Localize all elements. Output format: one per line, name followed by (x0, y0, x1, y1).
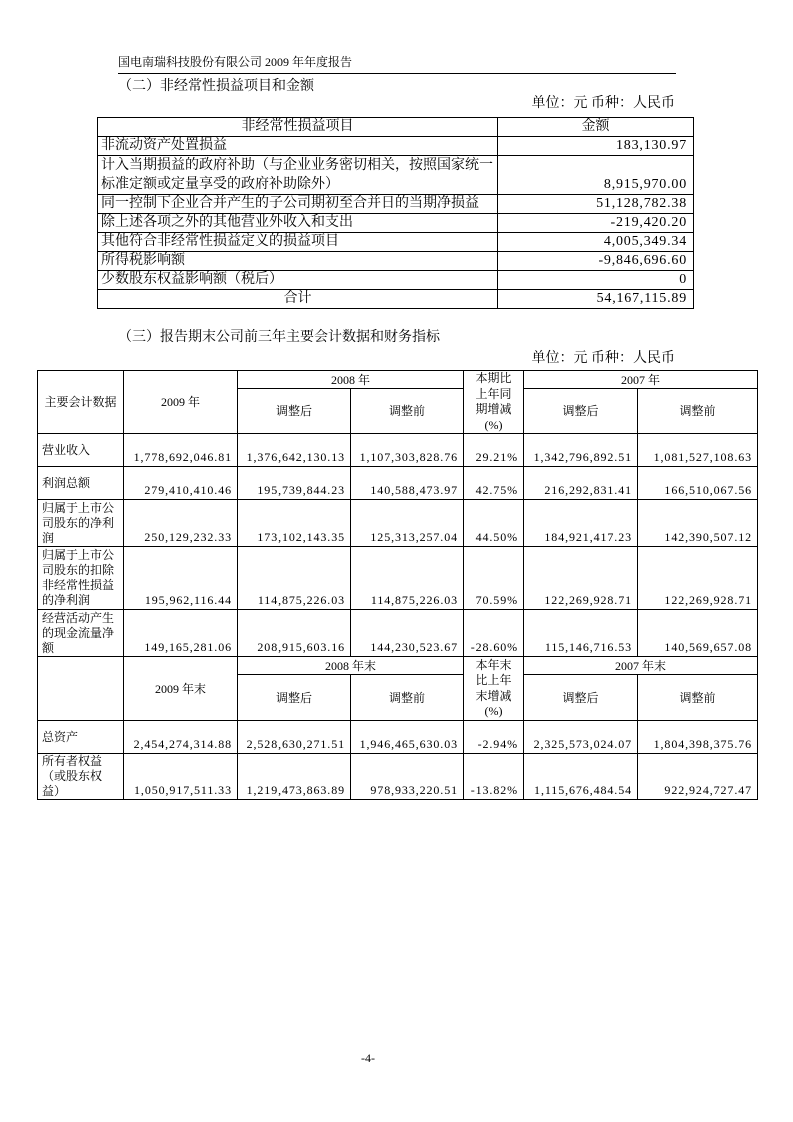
value-2008-adjusted: 2,528,630,271.51 (238, 721, 351, 754)
header-rule (118, 73, 676, 74)
item-cell: 同一控制下企业合并产生的子公司期初至合并日的当期净损益 (98, 195, 498, 214)
col-header-2008-year-end: 2008 年末 (238, 657, 464, 675)
row-label-cell (38, 434, 124, 467)
value-2008-adjusted: 173,102,143.35 (238, 500, 351, 547)
value-2007-adjusted: 115,146,716.53 (524, 610, 638, 657)
value-change: 29.21% (464, 434, 524, 467)
amount-cell: 0 (498, 271, 694, 290)
col-header-2008-before: 调整前 (351, 675, 464, 721)
col-header-2007: 2007 年 (524, 371, 758, 389)
value-2007-adjusted: 2,325,573,024.07 (524, 721, 638, 754)
table-row (38, 500, 758, 547)
col-header-2007-before: 调整前 (638, 675, 758, 721)
col-header-2007-before: 调整前 (638, 389, 758, 434)
nonrecurring-gains-losses-table (97, 117, 694, 309)
yoy-change-label: 本期比上年同期增减(%) (475, 371, 512, 432)
item-cell: 除上述各项之外的其他营业外收入和支出 (98, 214, 498, 233)
section-title-key-financials: （三）报告期末公司前三年主要会计数据和财务指标 (118, 330, 440, 345)
col-header-yoy-change (464, 371, 524, 434)
table-row (98, 195, 694, 214)
unit-label-key-financials: 单位：元 币种：人民币 (531, 351, 675, 366)
value-change: -2.94% (464, 721, 524, 754)
unit-label-nonrecurring: 单位：元 币种：人民币 (531, 96, 675, 111)
table-row (38, 721, 758, 754)
table-row (98, 214, 694, 233)
row-label: 经营活动产生的现金流量净额 (42, 610, 115, 655)
value-2007-adjusted: 122,269,928.71 (524, 547, 638, 610)
table-row (38, 467, 758, 500)
value-2008-adjusted: 195,739,844.23 (238, 467, 351, 500)
amount-cell: 183,130.97 (498, 137, 694, 156)
table-row (38, 547, 758, 610)
value-2008-before: 140,588,473.97 (351, 467, 464, 500)
table-row (98, 271, 694, 290)
value-change: 42.75% (464, 467, 524, 500)
value-2007-adjusted: 1,342,796,892.51 (524, 434, 638, 467)
period-header-row (38, 371, 758, 389)
value-change: -28.60% (464, 610, 524, 657)
row-label: 总资产 (42, 729, 79, 744)
col-header-2007-adjusted: 调整后 (524, 675, 638, 721)
row-label: 归属于上市公司股东的扣除非经常性损益的净利润 (42, 548, 115, 607)
row-label: 利润总额 (42, 475, 91, 490)
section-title-nonrecurring: （二）非经常性损益项目和金额 (118, 79, 314, 94)
value-2009: 2,454,274,314.88 (124, 721, 238, 754)
row-label: 所有者权益（或股东权益） (42, 754, 103, 798)
col-header-2007-adjusted: 调整后 (524, 389, 638, 434)
year-end-change-label: 本年末比上年末增减(%) (475, 657, 512, 718)
header-item-cell: 非经常性损益项目 (98, 118, 498, 137)
blank-header-cell (38, 657, 124, 721)
value-2007-adjusted: 216,292,831.41 (524, 467, 638, 500)
table-header-row (98, 118, 694, 137)
col-header-2009: 2009 年 (124, 371, 238, 434)
value-2008-before: 114,875,226.03 (351, 547, 464, 610)
value-2007-adjusted: 1,115,676,484.54 (524, 754, 638, 800)
amount-cell: 8,915,970.00 (498, 156, 694, 195)
value-2007-before: 1,804,398,375.76 (638, 721, 758, 754)
total-amount-cell: 54,167,115.89 (498, 290, 694, 309)
value-2008-adjusted: 1,219,473,863.89 (238, 754, 351, 800)
item-cell: 计入当期损益的政府补助（与企业业务密切相关，按照国家统一标准定额或定量享受的政府补助除外） (98, 156, 498, 195)
item-cell: 所得税影响额 (98, 252, 498, 271)
col-header-2008-adjusted: 调整后 (238, 389, 351, 434)
row-label-cell (38, 610, 124, 657)
value-2009: 1,778,692,046.81 (124, 434, 238, 467)
table-row (98, 233, 694, 252)
page-number: -4- (361, 1051, 375, 1065)
value-change: 44.50% (464, 500, 524, 547)
amount-cell: 51,128,782.38 (498, 195, 694, 214)
total-row (98, 290, 694, 309)
col-header-2007-year-end: 2007 年末 (524, 657, 758, 675)
value-2007-before: 140,569,657.08 (638, 610, 758, 657)
col-header-2008-adjusted: 调整后 (238, 675, 351, 721)
value-2008-before: 978,933,220.51 (351, 754, 464, 800)
value-2009: 1,050,917,511.33 (124, 754, 238, 800)
table-row (38, 434, 758, 467)
value-2008-before: 1,107,303,828.76 (351, 434, 464, 467)
header-amount-cell: 金额 (498, 118, 694, 137)
value-2008-before: 144,230,523.67 (351, 610, 464, 657)
table-row (98, 156, 694, 195)
table-row (98, 137, 694, 156)
row-label-cell (38, 547, 124, 610)
value-2007-before: 922,924,727.47 (638, 754, 758, 800)
col-header-2009-year-end: 2009 年末 (124, 657, 238, 721)
value-change: -13.82% (464, 754, 524, 800)
value-2007-before: 1,081,527,108.63 (638, 434, 758, 467)
table-row (38, 610, 758, 657)
row-label-cell (38, 500, 124, 547)
col-header-2008-before: 调整前 (351, 389, 464, 434)
row-label: 归属于上市公司股东的净利润 (42, 500, 115, 545)
value-2007-before: 142,390,507.12 (638, 500, 758, 547)
item-cell: 非流动资产处置损益 (98, 137, 498, 156)
row-label-cell (38, 754, 124, 800)
item-cell: 少数股东权益影响额（税后） (98, 271, 498, 290)
amount-cell: -219,420.20 (498, 214, 694, 233)
value-2008-before: 125,313,257.04 (351, 500, 464, 547)
value-2009: 279,410,410.46 (124, 467, 238, 500)
value-2008-adjusted: 208,915,603.16 (238, 610, 351, 657)
row-label: 营业收入 (42, 442, 91, 457)
value-2007-before: 166,510,067.56 (638, 467, 758, 500)
value-2007-before: 122,269,928.71 (638, 547, 758, 610)
col-header-main-data: 主要会计数据 (38, 371, 124, 434)
running-header: 国电南瑞科技股份有限公司 2009 年年度报告 (118, 55, 353, 69)
row-label-cell (38, 721, 124, 754)
item-cell: 其他符合非经常性损益定义的损益项目 (98, 233, 498, 252)
row-label-cell (38, 467, 124, 500)
value-2007-adjusted: 184,921,417.23 (524, 500, 638, 547)
col-header-2008: 2008 年 (238, 371, 464, 389)
value-2008-adjusted: 1,376,642,130.13 (238, 434, 351, 467)
amount-cell: -9,846,696.60 (498, 252, 694, 271)
value-change: 70.59% (464, 547, 524, 610)
col-header-year-end-change (464, 657, 524, 721)
total-label-cell: 合计 (98, 290, 498, 309)
year-end-header-row (38, 657, 758, 675)
table-row (98, 252, 694, 271)
amount-cell: 4,005,349.34 (498, 233, 694, 252)
value-2009: 250,129,232.33 (124, 500, 238, 547)
value-2009: 149,165,281.06 (124, 610, 238, 657)
value-2008-before: 1,946,465,630.03 (351, 721, 464, 754)
table-row (38, 754, 758, 800)
key-financial-data-table (37, 370, 758, 800)
value-2009: 195,962,116.44 (124, 547, 238, 610)
value-2008-adjusted: 114,875,226.03 (238, 547, 351, 610)
